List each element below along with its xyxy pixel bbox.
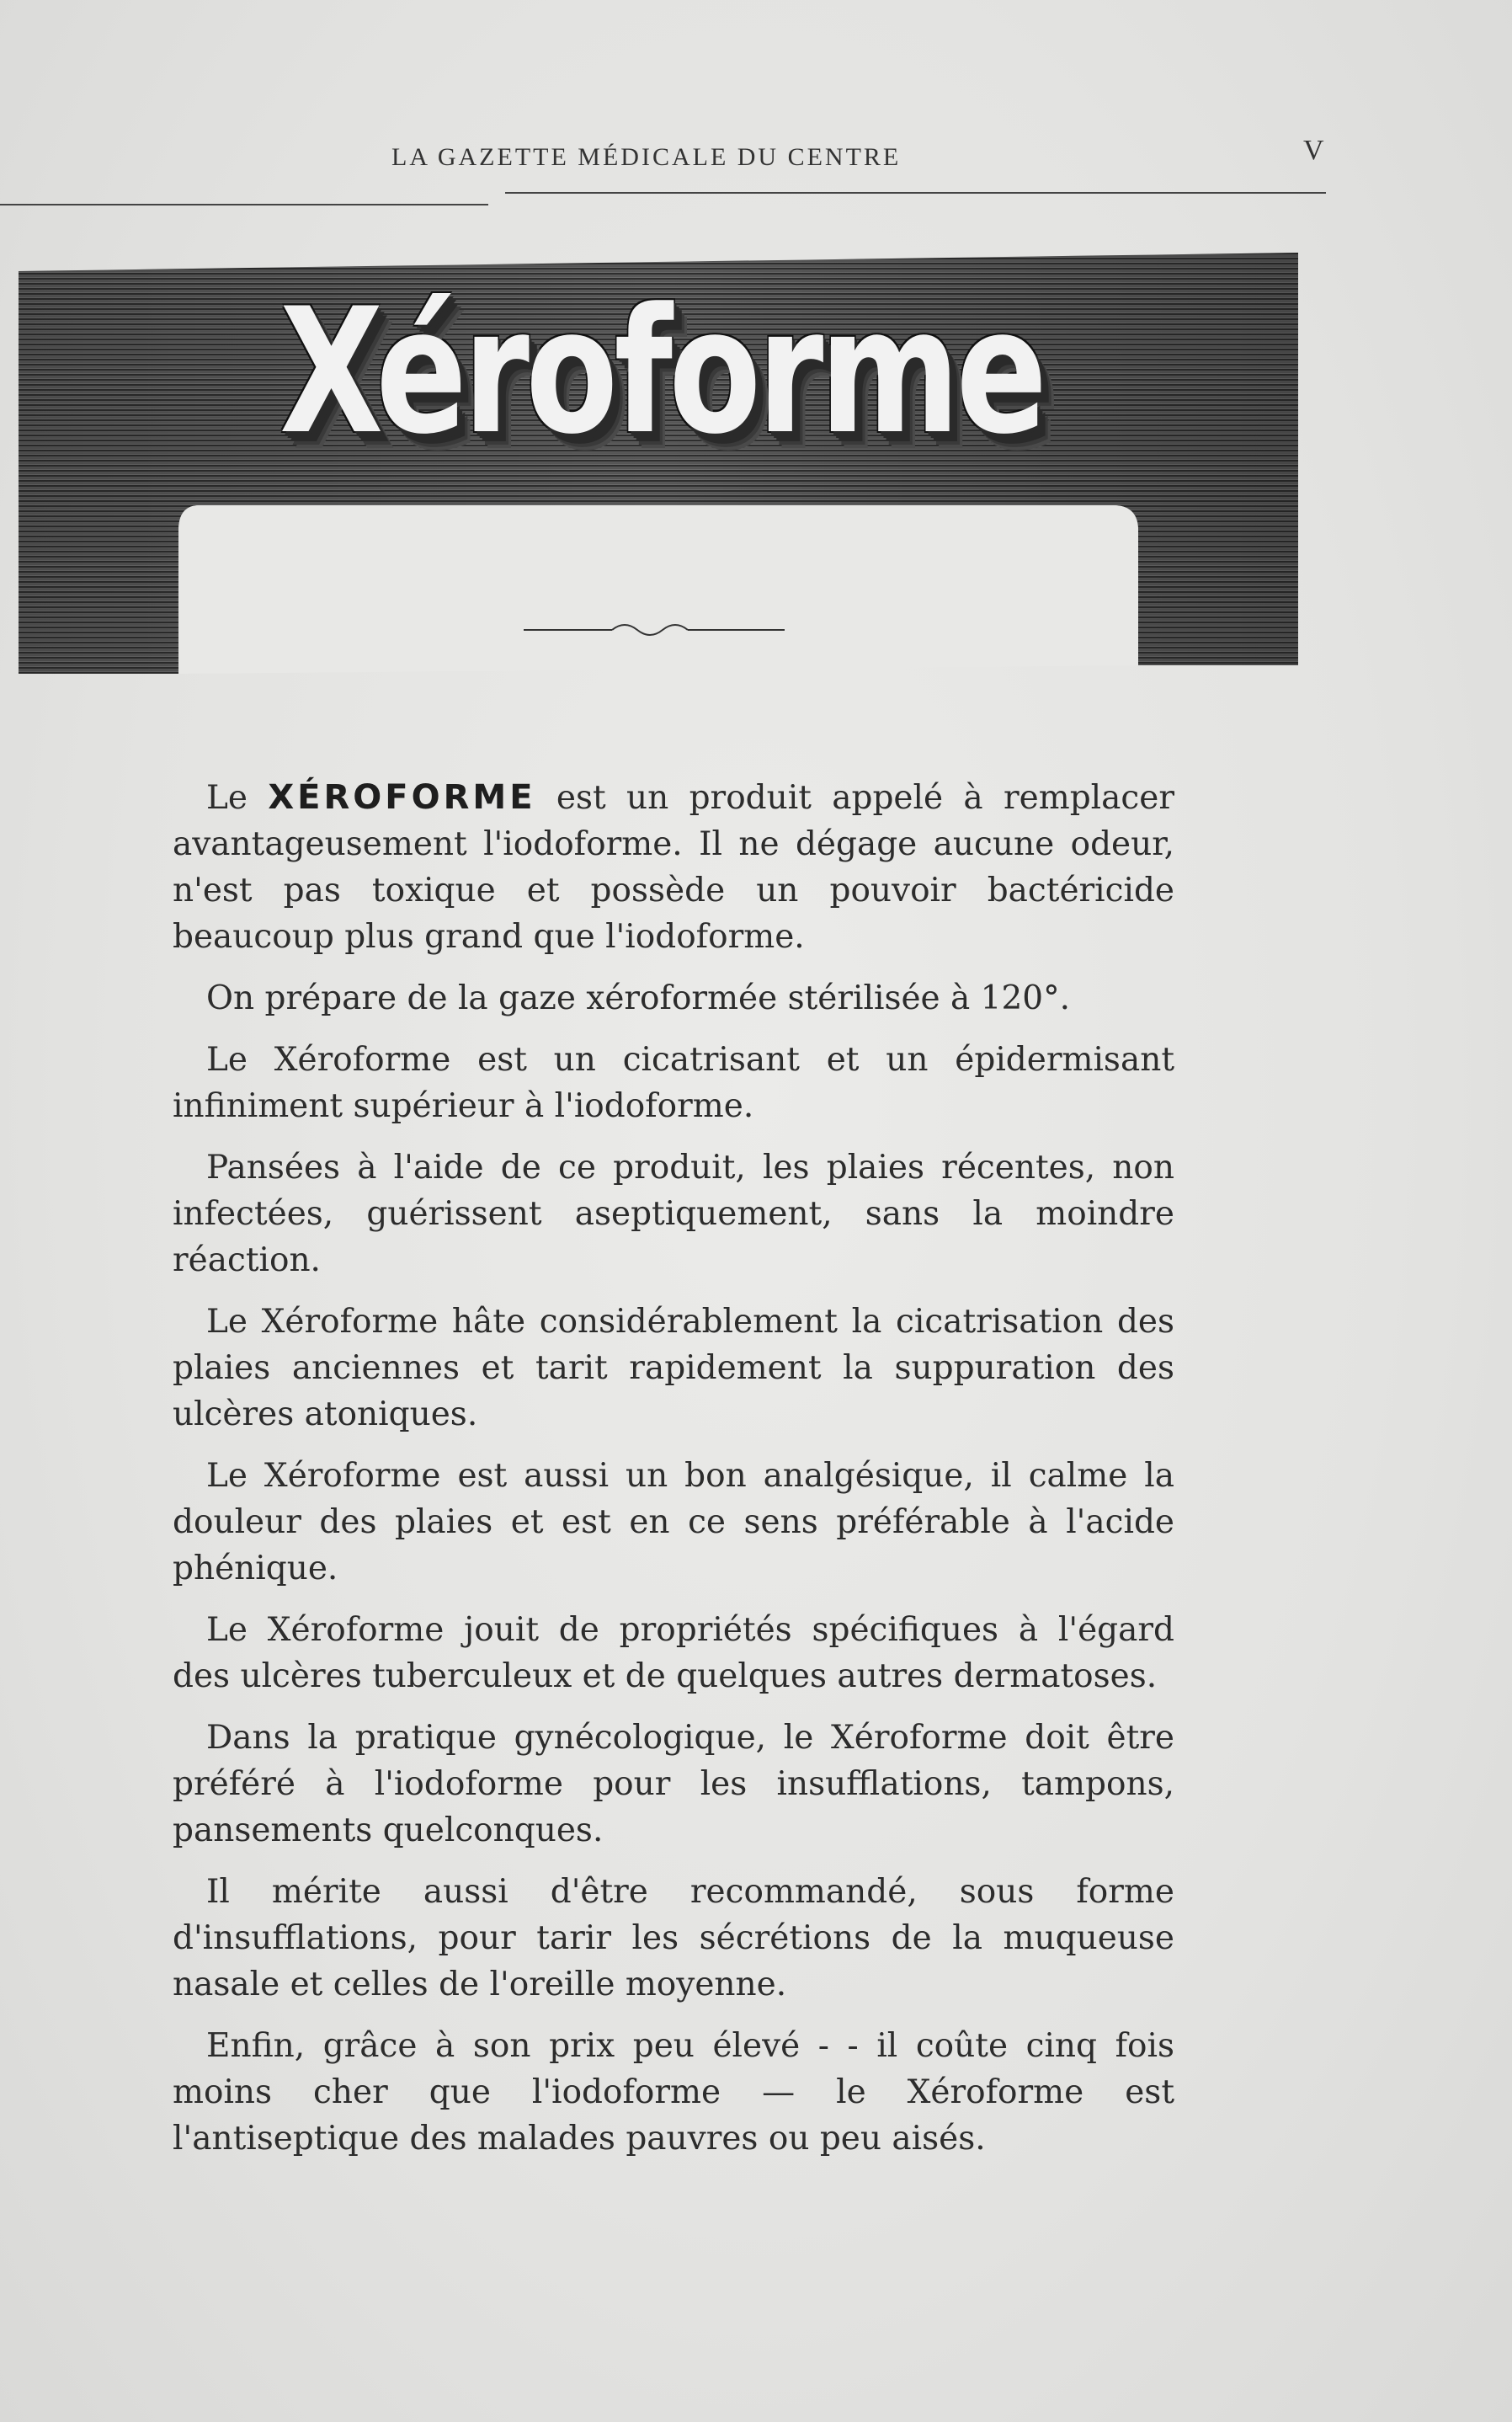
article-body [173,775,1174,2177]
paragraph-8: Dans la pratique gynécologique, le Xéroforme doit être préféré à l'iodoforme pour les insufflations, tampons, pansements quelconques. [173,1719,1174,1849]
running-head [0,135,1512,185]
paragraph-2: On prépare de la gaze xéroformée stérilisée à 120°. [206,979,1070,1017]
paragraph-1 [173,775,1174,960]
paragraph-9: Il mérite aussi d'être recommandé, sous forme d'insufflations, pour tarir les sécrétions de la muqueuse nasale et celles de l'oreille moyenne. [173,1873,1174,2003]
paragraph-5: Le Xéroforme hâte considérablement la cicatrisation des plaies anciennes et tarit rapidement la suppuration des ulcères atoniques. [173,1303,1174,1433]
brand-logotype: Xéroforme [280,272,1044,472]
brand-name-inline: XÉROFORME [268,778,536,817]
header-rule-right [505,192,1326,194]
paragraph-6: Le Xéroforme est aussi un bon analgésique, il calme la douleur des plaies et est en ce sens préférable à l'acide phénique. [173,1457,1174,1587]
paragraph-10: Enfin, grâce à son prix peu élevé - - il coûte cinq fois moins cher que l'iodoforme — le Xéroforme est l'antiseptique des malades pauvres ou peu aisés. [173,2027,1174,2158]
advertisement-banner [19,253,1298,682]
running-title: LA GAZETTE MÉDICALE DU CENTRE [391,143,902,171]
paragraph-7: Le Xéroforme jouit de propriétés spécifiques à l'égard des ulcères tuberculeux et de quelques autres dermatoses. [173,1611,1174,1695]
paragraph-3: Le Xéroforme est un cicatrisant et un épidermisant infiniment supérieur à l'iodoforme. [173,1041,1174,1125]
paragraph-1-text: est un produit appelé à remplacer avantageusement l'iodoforme. Il ne dégage aucune odeur, n'est pas toxique et possède un pouvoir bactéricide beaucoup plus grand que l'iodoforme. [173,779,1174,956]
paragraph-1-lead: Le [206,779,248,817]
paragraph-4: Pansées à l'aide de ce produit, les plaies récentes, non infectées, guérissent aseptiquement, sans la moindre réaction. [173,1149,1174,1279]
page-number: V [1303,135,1324,166]
header-rule-left [0,204,488,205]
